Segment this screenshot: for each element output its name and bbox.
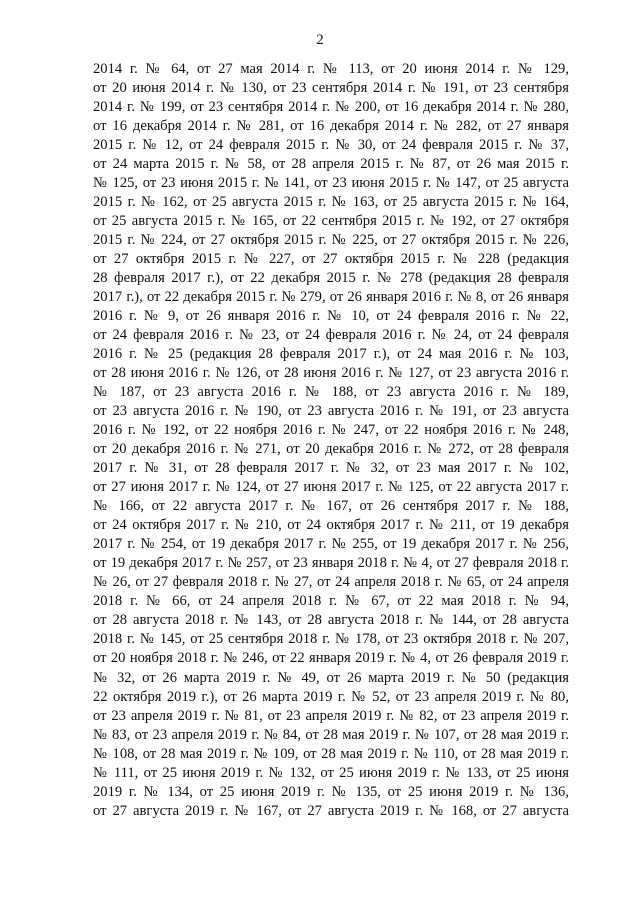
text-line: от 24 февраля 2016 г. № 23, от 24 февраля 2016 г. № 24, от 24 февраля (93, 327, 569, 344)
text-line: от 19 декабря 2017 г. № 257, от 23 января 2018 г. № 4, от 27 февраля 2018 г. (93, 555, 569, 572)
text-line: от 24 марта 2015 г. № 58, от 28 апреля 2015 г. № 87, от 26 мая 2015 г. (93, 156, 569, 173)
text-line: № 187, от 23 августа 2016 г. № 188, от 23 августа 2016 г. № 189, (93, 384, 569, 401)
text-line: 28 февраля 2017 г.), от 22 декабря 2015 г. № 278 (редакция 28 февраля (93, 270, 569, 287)
text-line: № 26, от 27 февраля 2018 г. № 27, от 24 апреля 2018 г. № 65, от 24 апреля (93, 574, 569, 591)
text-line: от 20 ноября 2018 г. № 246, от 22 января 2019 г. № 4, от 26 февраля 2019 г. (93, 650, 569, 667)
text-line: № 111, от 25 июня 2019 г. № 132, от 25 июня 2019 г. № 133, от 25 июня (93, 764, 569, 781)
text-line: от 27 июня 2017 г. № 124, от 27 июня 2017 г. № 125, от 22 августа 2017 г. (93, 479, 569, 496)
text-line: 2017 г. № 31, от 28 февраля 2017 г. № 32, от 23 мая 2017 г. № 102, (93, 460, 569, 477)
text-line: от 28 июня 2016 г. № 126, от 28 июня 2016 г. № 127, от 23 августа 2016 г. (93, 365, 569, 382)
text-line: 2014 г. № 199, от 23 сентября 2014 г. № 200, от 16 декабря 2014 г. № 280, (93, 99, 569, 116)
text-line: 2016 г. № 192, от 22 ноября 2016 г. № 247, от 22 ноября 2016 г. № 248, (93, 422, 569, 439)
text-line: 2015 г. № 12, от 24 февраля 2015 г. № 30, от 24 февраля 2015 г. № 37, (93, 137, 569, 154)
page-number: 2 (316, 32, 324, 48)
text-line: 2016 г. № 9, от 26 января 2016 г. № 10, от 24 февраля 2016 г. № 22, (93, 308, 569, 325)
text-line: 22 октября 2019 г.), от 26 марта 2019 г. № 52, от 23 апреля 2019 г. № 80, (93, 688, 569, 705)
text-line: 2018 г. № 66, от 24 апреля 2018 г. № 67, от 22 мая 2018 г. № 94, (93, 593, 569, 610)
text-line: № 166, от 22 августа 2017 г. № 167, от 26 сентября 2017 г. № 188, (93, 498, 569, 515)
text-line: 2017 г. № 254, от 19 декабря 2017 г. № 255, от 19 декабря 2017 г. № 256, (93, 536, 569, 553)
text-line: от 24 октября 2017 г. № 210, от 24 октября 2017 г. № 211, от 19 декабря (93, 517, 569, 534)
text-line: от 25 августа 2015 г. № 165, от 22 сентября 2015 г. № 192, от 27 октября (93, 213, 569, 230)
text-line: 2019 г. № 134, от 25 июня 2019 г. № 135, от 25 июня 2019 г. № 136, (93, 783, 569, 800)
text-line: от 28 августа 2018 г. № 143, от 28 августа 2018 г. № 144, от 28 августа (93, 612, 569, 629)
text-line: от 20 декабря 2016 г. № 271, от 20 декабря 2016 г. № 272, от 28 февраля (93, 441, 569, 458)
text-line: № 83, от 23 апреля 2019 г. № 84, от 28 мая 2019 г. № 107, от 28 мая 2019 г. (93, 726, 569, 743)
body-text (93, 60, 569, 821)
text-line: 2018 г. № 145, от 25 сентября 2018 г. № 178, от 23 октября 2018 г. № 207, (93, 631, 569, 648)
text-line: от 16 декабря 2014 г. № 281, от 16 декабря 2014 г. № 282, от 27 января (93, 118, 569, 135)
text-line: 2015 г. № 224, от 27 октября 2015 г. № 225, от 27 октября 2015 г. № 226, (93, 232, 569, 249)
text-line: от 27 октября 2015 г. № 227, от 27 октября 2015 г. № 228 (редакция (93, 251, 569, 268)
text-line: от 27 августа 2019 г. № 167, от 27 августа 2019 г. № 168, от 27 августа (93, 802, 569, 819)
text-line: 2015 г. № 162, от 25 августа 2015 г. № 163, от 25 августа 2015 г. № 164, (93, 194, 569, 211)
text-line: № 108, от 28 мая 2019 г. № 109, от 28 мая 2019 г. № 110, от 28 мая 2019 г. (93, 745, 569, 762)
text-line: 2017 г.), от 22 декабря 2015 г. № 279, от 26 января 2016 г. № 8, от 26 января (93, 289, 569, 306)
text-line: от 23 августа 2016 г. № 190, от 23 августа 2016 г. № 191, от 23 августа (93, 403, 569, 420)
text-line: от 20 июня 2014 г. № 130, от 23 сентября 2014 г. № 191, от 23 сентября (93, 80, 569, 97)
text-line: 2016 г. № 25 (редакция 28 февраля 2017 г.), от 24 мая 2016 г. № 103, (93, 346, 569, 363)
text-line: № 32, от 26 марта 2019 г. № 49, от 26 марта 2019 г. № 50 (редакция (93, 669, 569, 686)
text-line: от 23 апреля 2019 г. № 81, от 23 апреля 2019 г. № 82, от 23 апреля 2019 г. (93, 707, 569, 724)
text-line: 2014 г. № 64, от 27 мая 2014 г. № 113, от 20 июня 2014 г. № 129, (93, 61, 569, 77)
text-line: № 125, от 23 июня 2015 г. № 141, от 23 июня 2015 г. № 147, от 25 августа (93, 175, 569, 192)
